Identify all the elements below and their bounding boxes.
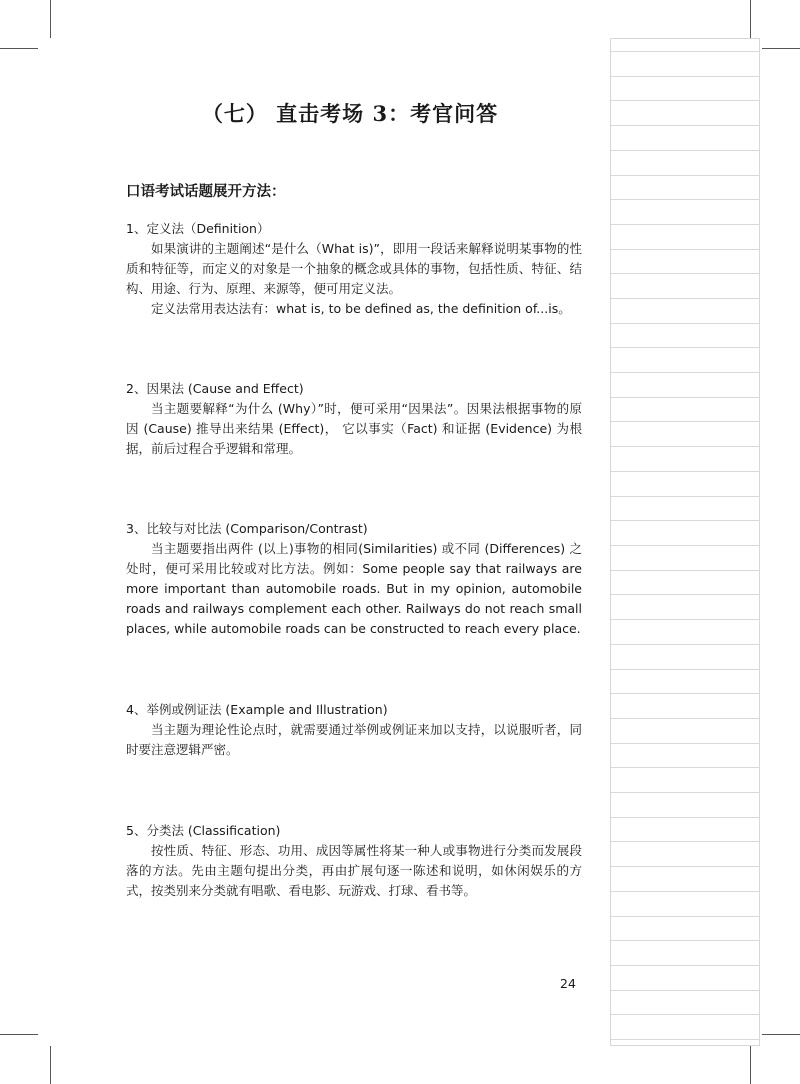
page-title: （七） 直击考场 3：考官问答 <box>201 101 499 126</box>
ruled-line <box>611 866 759 867</box>
ruled-line <box>611 669 759 670</box>
ruled-line <box>611 916 759 917</box>
ruled-line <box>611 224 759 225</box>
ruled-line <box>611 718 759 719</box>
crop-mark <box>0 48 38 49</box>
ruled-line <box>611 323 759 324</box>
method-paragraph: 按性质、特征、形态、功用、成因等属性将某一种人或事物进行分类而发展段落的方法。先由主题句提出分类，再由扩展句逐一陈述和说明，如休闲娱乐的方式，按类别来分类就有唱歌、看电影、玩游戏、打球、看书等。 <box>126 843 582 898</box>
method-title: 3、比较与对比法 (Comparison/Contrast) <box>126 521 368 536</box>
method-title: 1、定义法（Definition） <box>126 221 270 236</box>
ruled-line <box>611 520 759 521</box>
crop-mark <box>762 48 800 49</box>
method-paragraph: 当主题要指出两件 (以上)事物的相同(Similarities) 或不同 (Differences) 之处时，便可采用比较或对比方法。例如：Some people say that railways are more important than automobile roads. But in my opinion, automobile roads and railways complement each other. Railways do not reach small places, while automobile roads can be constructed to reach every place. <box>126 541 582 636</box>
ruled-line <box>611 150 759 151</box>
ruled-line <box>611 125 759 126</box>
method-section-example <box>126 700 582 760</box>
ruled-line <box>611 619 759 620</box>
ruled-line <box>611 743 759 744</box>
ruled-line <box>611 397 759 398</box>
ruled-line <box>611 199 759 200</box>
ruled-line <box>611 545 759 546</box>
method-section-definition <box>126 219 582 319</box>
crop-mark <box>750 1046 751 1084</box>
method-title: 5、分类法 (Classification) <box>126 823 281 838</box>
method-title: 4、举例或例证法 (Example and Illustration) <box>126 702 388 717</box>
ruled-line <box>611 51 759 52</box>
crop-mark <box>50 0 51 38</box>
method-section-cause-effect <box>126 379 582 459</box>
ruled-line <box>611 891 759 892</box>
method-paragraph: 定义法常用表达法有：what is, to be defined as, the definition of...is。 <box>151 301 571 316</box>
page-number: 24 <box>560 976 576 991</box>
crop-mark <box>750 0 751 38</box>
ruled-line <box>611 990 759 991</box>
crop-mark <box>0 1034 38 1035</box>
ruled-line <box>611 1039 759 1040</box>
ruled-line <box>611 273 759 274</box>
ruled-line <box>611 249 759 250</box>
ruled-line <box>611 1014 759 1015</box>
ruled-line <box>611 792 759 793</box>
ruled-line <box>611 298 759 299</box>
section-heading: 口语考试话题展开方法： <box>126 184 286 200</box>
ruled-line <box>611 471 759 472</box>
ruled-line <box>611 570 759 571</box>
crop-mark <box>762 1034 800 1035</box>
method-paragraph: 当主题要解释“为什么 (Why）”时，便可采用“因果法”。因果法根据事物的原因 (Cause) 推导出来结果 (Effect)， 它以事实（Fact) 和证据 (Evidence) 为根据，前后过程合乎逻辑和常理。 <box>126 401 582 456</box>
ruled-line <box>611 817 759 818</box>
ruled-line <box>611 446 759 447</box>
ruled-line <box>611 965 759 966</box>
ruled-line <box>611 644 759 645</box>
method-section-classification <box>126 821 582 901</box>
crop-mark <box>50 1046 51 1084</box>
method-paragraph: 当主题为理论性论点时，就需要通过举例或例证来加以支持，以说服听者，同时要注意逻辑严密。 <box>126 722 582 757</box>
method-title: 2、因果法 (Cause and Effect) <box>126 381 304 396</box>
ruled-line <box>611 347 759 348</box>
ruled-line <box>611 940 759 941</box>
lined-notes-panel <box>610 38 760 1046</box>
ruled-line <box>611 841 759 842</box>
ruled-line <box>611 175 759 176</box>
ruled-line <box>611 76 759 77</box>
ruled-line <box>611 372 759 373</box>
method-section-comparison <box>126 519 582 639</box>
method-paragraph: 如果演讲的主题阐述“是什么（What is)”，即用一段话来解释说明某事物的性质和特征等，而定义的对象是一个抽象的概念或具体的事物，包括性质、特征、结构、用途、行为、原理、来源等，便可用定义法。 <box>126 241 582 296</box>
ruled-line <box>611 496 759 497</box>
ruled-line <box>611 767 759 768</box>
ruled-line <box>611 594 759 595</box>
ruled-line <box>611 693 759 694</box>
ruled-line <box>611 421 759 422</box>
ruled-line <box>611 100 759 101</box>
